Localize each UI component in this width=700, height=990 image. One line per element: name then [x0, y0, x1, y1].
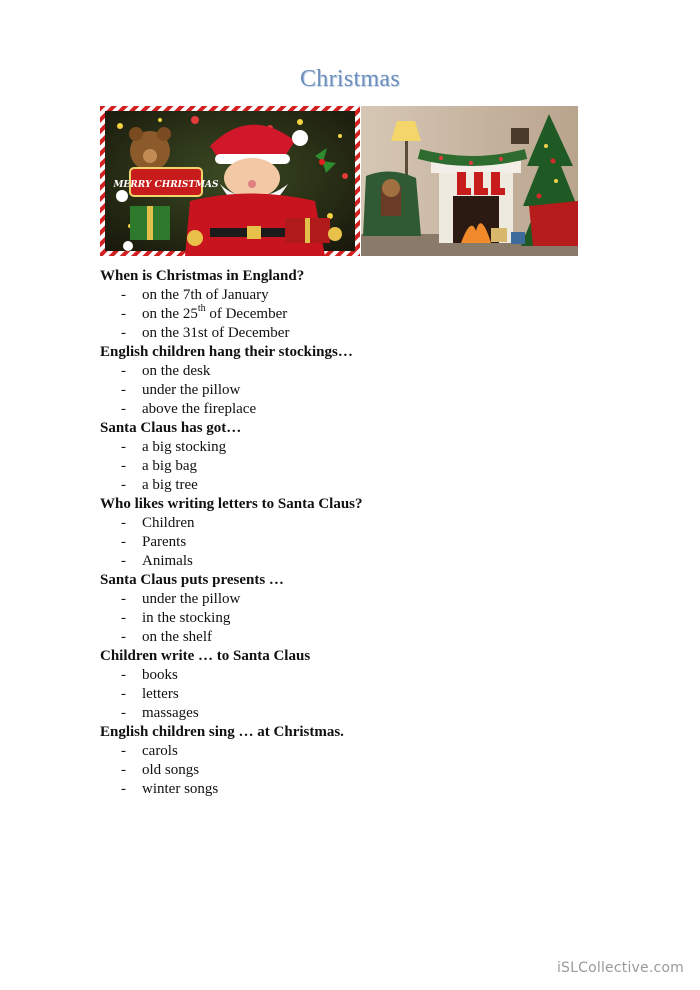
- answer-text: in the stocking: [142, 610, 231, 626]
- answer-text: under the pillow: [142, 591, 241, 607]
- answer-option: [100, 438, 580, 457]
- answer-text: a big stocking: [142, 439, 227, 455]
- merry-christmas-badge: MERRY CHRISTMAS: [113, 180, 219, 190]
- dash-bullet: -: [121, 515, 126, 531]
- answer-list: [100, 590, 580, 647]
- answer-text: carols: [142, 743, 178, 759]
- dash-bullet: -: [121, 553, 126, 569]
- answer-text: on the shelf: [142, 629, 212, 645]
- answer-text: Parents: [142, 534, 187, 550]
- dash-bullet: -: [121, 363, 126, 379]
- dash-bullet: -: [121, 401, 126, 417]
- header-pictures: [100, 106, 578, 256]
- answer-list: [100, 286, 580, 343]
- answer-text: letters: [142, 686, 179, 702]
- dash-bullet: -: [121, 667, 126, 683]
- watermark: iSLCollective.com: [556, 960, 684, 976]
- answer-text: a big bag: [142, 458, 197, 474]
- answer-list: [100, 438, 580, 495]
- answer-text: Animals: [142, 553, 193, 569]
- answer-option: [100, 780, 580, 799]
- dash-bullet: -: [121, 306, 126, 322]
- answer-option: [100, 286, 580, 305]
- question: Santa Claus has got…: [100, 420, 242, 436]
- question: Santa Claus puts presents …: [100, 572, 284, 588]
- answer-text: winter songs: [142, 781, 219, 797]
- question: Children write … to Santa Claus: [100, 648, 311, 664]
- dash-bullet: -: [121, 705, 126, 721]
- answer-option: [100, 590, 580, 609]
- answer-text: on the 25: [142, 306, 198, 322]
- dash-bullet: -: [121, 591, 126, 607]
- dash-bullet: -: [121, 458, 126, 474]
- answer-option: [100, 514, 580, 533]
- dash-bullet: -: [121, 743, 126, 759]
- answer-option: [100, 457, 580, 476]
- answer-option: [100, 761, 580, 780]
- question: Who likes writing letters to Santa Claus?: [100, 496, 363, 512]
- fireplace-picture: [361, 106, 578, 256]
- dash-bullet: -: [121, 439, 126, 455]
- question: English children sing … at Christmas.: [100, 724, 344, 740]
- answer-text: on the 31st of December: [142, 325, 290, 341]
- answer-text: above the fireplace: [142, 401, 257, 417]
- answer-text: on the 7th of January: [142, 287, 269, 303]
- answer-option: [100, 685, 580, 704]
- answer-option: [100, 742, 580, 761]
- dash-bullet: -: [121, 629, 126, 645]
- dash-bullet: -: [121, 477, 126, 493]
- dash-bullet: -: [121, 325, 126, 341]
- answer-option: [100, 609, 580, 628]
- answer-option: [100, 381, 580, 400]
- quiz: [100, 267, 580, 799]
- answer-option: [100, 400, 580, 419]
- answer-list: [100, 742, 580, 799]
- answer-option: [100, 704, 580, 723]
- dash-bullet: -: [121, 610, 126, 626]
- answer-list: [100, 514, 580, 571]
- page-title: Christmas: [299, 66, 401, 92]
- answer-option: [100, 666, 580, 685]
- answer-option: [100, 305, 580, 324]
- answer-list: [100, 362, 580, 419]
- answer-list: [100, 666, 580, 723]
- ordinal-suffix: th: [197, 303, 206, 314]
- answer-text-rest: of December: [205, 306, 288, 322]
- answer-option: [100, 533, 580, 552]
- answer-text: old songs: [142, 762, 200, 778]
- dash-bullet: -: [121, 287, 126, 303]
- answer-option: [100, 628, 580, 647]
- answer-text: books: [142, 667, 178, 683]
- answer-option: [100, 552, 580, 571]
- santa-picture: [100, 106, 360, 256]
- answer-option: [100, 362, 580, 381]
- answer-option: [100, 476, 580, 495]
- answer-text: massages: [142, 705, 199, 721]
- answer-text: on the desk: [142, 363, 211, 379]
- answer-text: a big tree: [142, 477, 198, 493]
- answer-option: [100, 324, 580, 343]
- dash-bullet: -: [121, 762, 126, 778]
- answer-text: under the pillow: [142, 382, 241, 398]
- question: English children hang their stockings…: [100, 344, 353, 360]
- answer-text: Children: [142, 515, 195, 531]
- dash-bullet: -: [121, 781, 126, 797]
- dash-bullet: -: [121, 534, 126, 550]
- question: When is Christmas in England?: [100, 268, 305, 284]
- dash-bullet: -: [121, 686, 126, 702]
- dash-bullet: -: [121, 382, 126, 398]
